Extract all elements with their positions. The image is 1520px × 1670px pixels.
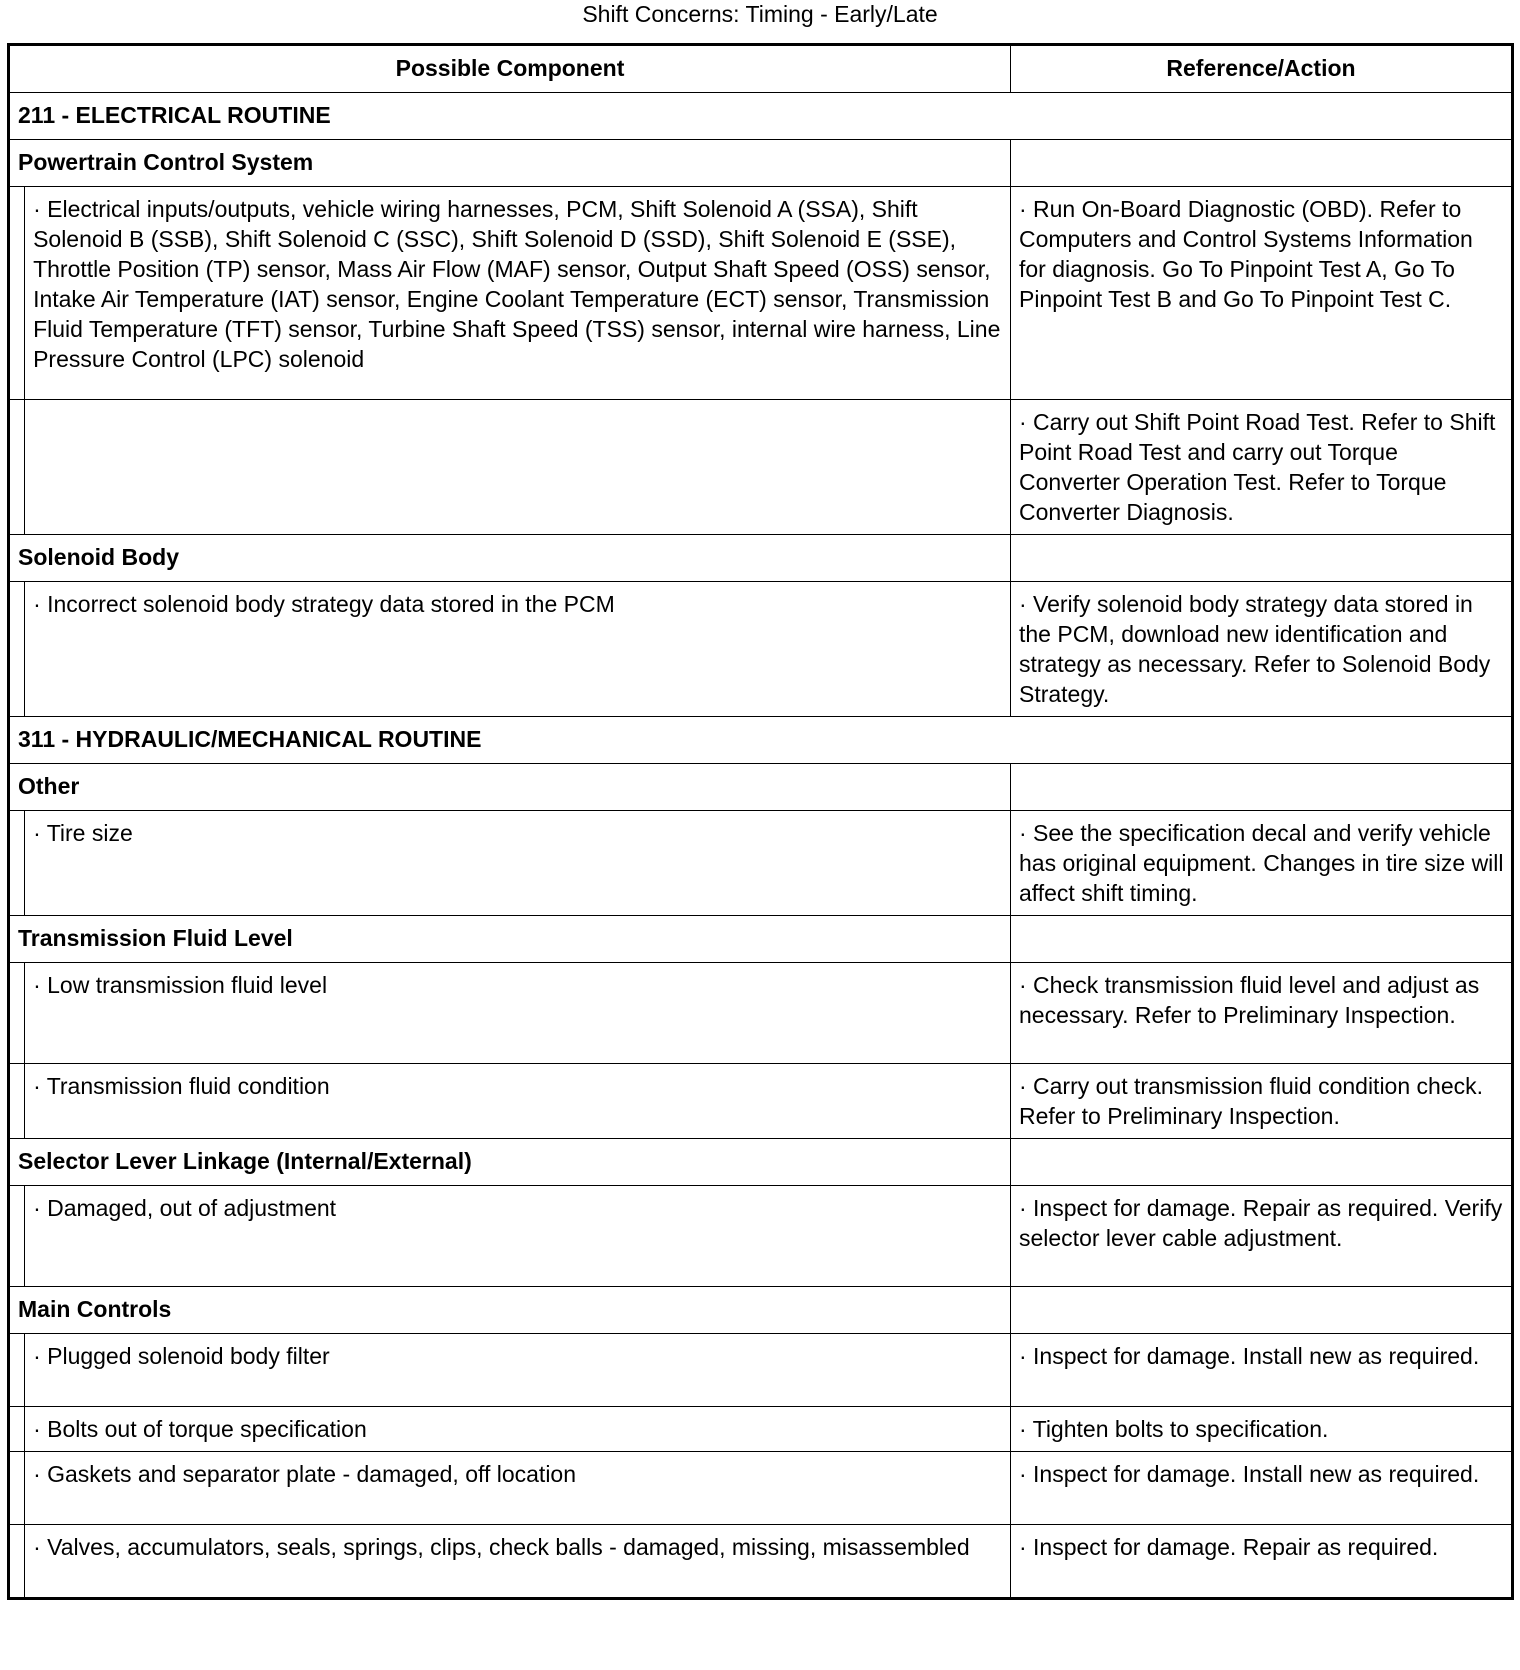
reference-cell: · Run On-Board Diagnostic (OBD). Refer to Computers and Control Systems Information for diagnosis. Go To Pinpoint Test A, Go To Pinpoint Test B and Go To Pinpoint Test C. xyxy=(1010,187,1512,400)
component-cell: · Bolts out of torque specification xyxy=(25,1407,1011,1452)
indent-cell xyxy=(9,1407,25,1452)
group-row xyxy=(9,140,1513,187)
page-title: Shift Concerns: Timing - Early/Late xyxy=(582,1,938,27)
indent-cell xyxy=(9,1334,25,1407)
reference-cell: · Check transmission fluid level and adjust as necessary. Refer to Preliminary Inspection. xyxy=(1010,963,1512,1064)
table-row xyxy=(9,582,1513,717)
group-reference-empty xyxy=(1010,1139,1512,1186)
component-cell: · Plugged solenoid body filter xyxy=(25,1334,1011,1407)
component-cell: · Damaged, out of adjustment xyxy=(25,1186,1011,1287)
component-cell: · Valves, accumulators, seals, springs, clips, check balls - damaged, missing, misassembled xyxy=(25,1525,1011,1599)
indent-cell xyxy=(9,1452,25,1525)
routine-title: 211 - ELECTRICAL ROUTINE xyxy=(9,93,1513,140)
table-row xyxy=(9,811,1513,916)
group-reference-empty xyxy=(1010,764,1512,811)
table-row xyxy=(9,1186,1513,1287)
reference-cell: · Inspect for damage. Repair as required. Verify selector lever cable adjustment. xyxy=(1010,1186,1512,1287)
indent-cell xyxy=(9,187,25,400)
indent-cell xyxy=(9,811,25,916)
reference-cell: · See the specification decal and verify vehicle has original equipment. Changes in tire size will affect shift timing. xyxy=(1010,811,1512,916)
reference-cell: · Inspect for damage. Repair as required. xyxy=(1010,1525,1512,1599)
table-row xyxy=(9,1407,1513,1452)
group-row xyxy=(9,1139,1513,1186)
table-header-row xyxy=(9,45,1513,93)
group-reference-empty xyxy=(1010,1287,1512,1334)
group-label: Transmission Fluid Level xyxy=(9,916,1011,963)
reference-cell: · Carry out transmission fluid condition check. Refer to Preliminary Inspection. xyxy=(1010,1064,1512,1139)
table-row xyxy=(9,187,1513,400)
group-label: Main Controls xyxy=(9,1287,1011,1334)
reference-cell: · Tighten bolts to specification. xyxy=(1010,1407,1512,1452)
group-reference-empty xyxy=(1010,916,1512,963)
reference-cell: · Carry out Shift Point Road Test. Refer to Shift Point Road Test and carry out Torque Converter Operation Test. Refer to Torque Converter Diagnosis. xyxy=(1010,400,1512,535)
table-row xyxy=(9,1452,1513,1525)
indent-cell xyxy=(9,963,25,1064)
group-reference-empty xyxy=(1010,140,1512,187)
group-row xyxy=(9,535,1513,582)
component-cell: · Gaskets and separator plate - damaged, off location xyxy=(25,1452,1011,1525)
component-cell: · Low transmission fluid level xyxy=(25,963,1011,1064)
indent-cell xyxy=(9,1186,25,1287)
group-reference-empty xyxy=(1010,535,1512,582)
table-row xyxy=(9,963,1513,1064)
group-label: Selector Lever Linkage (Internal/External) xyxy=(9,1139,1011,1186)
diagnostic-table xyxy=(7,43,1514,1600)
indent-cell xyxy=(9,582,25,717)
group-label: Powertrain Control System xyxy=(9,140,1011,187)
table-row xyxy=(9,1064,1513,1139)
group-row xyxy=(9,764,1513,811)
group-label: Solenoid Body xyxy=(9,535,1011,582)
component-cell: · Electrical inputs/outputs, vehicle wiring harnesses, PCM, Shift Solenoid A (SSA), Shift Solenoid B (SSB), Shift Solenoid C (SSC), Shift Solenoid D (SSD), Shift Solenoid E (SSE), Throttle Position (TP) sensor, Mass Air Flow (MAF) sensor, Output Shaft Speed (OSS) sensor, Intake Air Temperature (IAT) sensor, Engine Coolant Temperature (ECT) sensor, Transmission Fluid Temperature (TFT) sensor, Turbine Shaft Speed (TSS) sensor, internal wire harness, Line Pressure Control (LPC) solenoid xyxy=(25,187,1011,400)
routine-row xyxy=(9,93,1513,140)
reference-cell: · Inspect for damage. Install new as required. xyxy=(1010,1334,1512,1407)
reference-cell: · Inspect for damage. Install new as required. xyxy=(1010,1452,1512,1525)
reference-cell: · Verify solenoid body strategy data stored in the PCM, download new identification and strategy as necessary. Refer to Solenoid Body Strategy. xyxy=(1010,582,1512,717)
group-row xyxy=(9,1287,1513,1334)
component-cell: · Tire size xyxy=(25,811,1011,916)
header-reference-action: Reference/Action xyxy=(1010,45,1512,93)
table-row xyxy=(9,400,1513,535)
table-row xyxy=(9,1334,1513,1407)
header-possible-component: Possible Component xyxy=(9,45,1011,93)
routine-row xyxy=(9,717,1513,764)
table-row xyxy=(9,1525,1513,1599)
component-cell: · Incorrect solenoid body strategy data stored in the PCM xyxy=(25,582,1011,717)
indent-cell xyxy=(9,1525,25,1599)
routine-title: 311 - HYDRAULIC/MECHANICAL ROUTINE xyxy=(9,717,1513,764)
component-cell xyxy=(25,400,1011,535)
component-cell: · Transmission fluid condition xyxy=(25,1064,1011,1139)
indent-cell xyxy=(9,400,25,535)
group-label: Other xyxy=(9,764,1011,811)
group-row xyxy=(9,916,1513,963)
indent-cell xyxy=(9,1064,25,1139)
